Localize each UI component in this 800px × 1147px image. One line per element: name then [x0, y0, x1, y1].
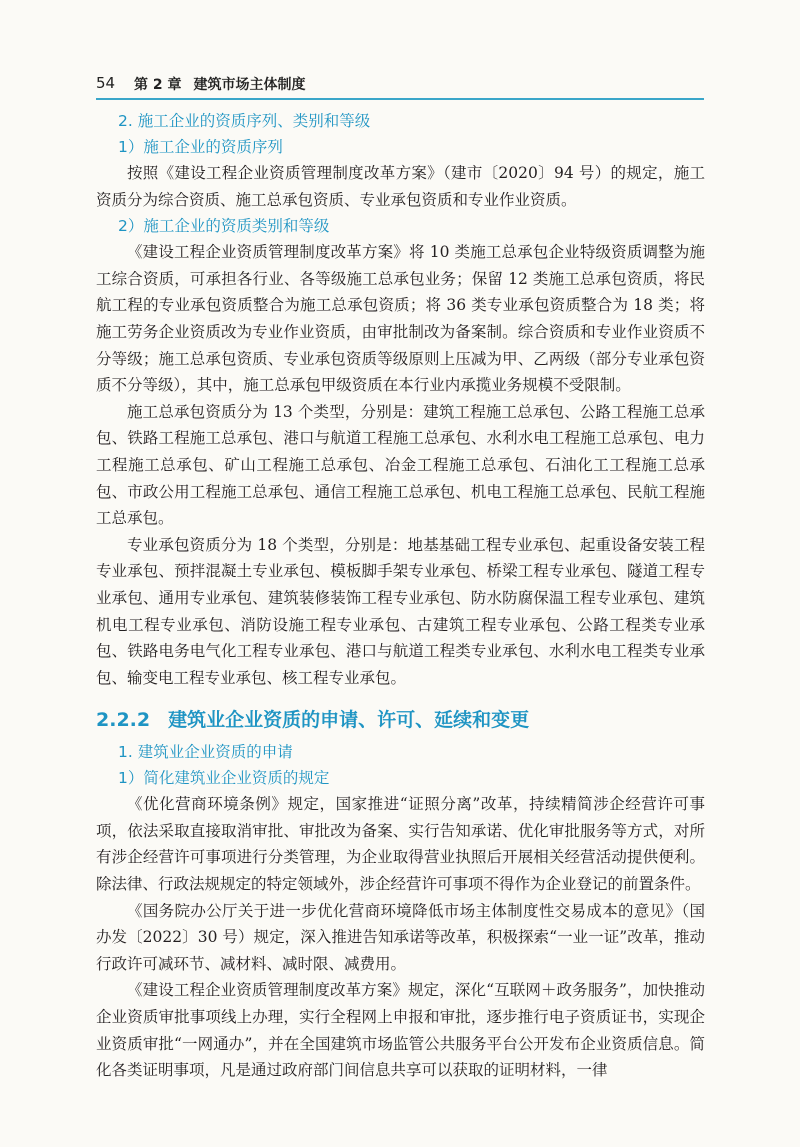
paragraph: 《建设工程企业资质管理制度改革方案》规定，深化“互联网＋政务服务”，加快推动企业资质审批事项线上办理，实行全程网上申报和审批，逐步推行电子资质证书，实现企业资质审批“一网通办”，并在全国建筑市场监管公共服务平台公开发布企业资质信息。简化各类证明事项，凡是通过政府部门间信息共享可以获取的证明材料，一律	[96, 981, 705, 1080]
paragraph: 《优化营商环境条例》规定，国家推进“证照分离”改革，持续精简涉企经营许可事项，依法采取直接取消审批、审批改为备案、实行告知承诺、优化审批服务等方式，对所有涉企经营许可事项进行分类管理，为企业取得营业执照后开展相关经营活动提供便利。除法律、行政法规规定的特定领域外，涉企经营许可事项不得作为企业登记的前置条件。	[96, 795, 705, 894]
paragraph: 《建设工程企业资质管理制度改革方案》将 10 类施工总承包企业特级资质调整为施工综合资质，可承担各行业、各等级施工总承包业务；保留 12 类施工总承包资质，将民航工程的专业承包资质整合为施工总承包资质；将 36 类专业承包资质整合为 18 类；将施工劳务企业资质改为专业作业资质，由审批制改为备案制。综合资质和专业作业资质不分等级；施工总承包资质、专业承包资质等级原则上压减为甲、乙两级（部分专业承包资质不分等级），其中，施工总承包甲级资质在本行业内承揽业务规模不受限制。	[96, 243, 705, 395]
subheading-application: 1. 建筑业企业资质的申请	[118, 743, 293, 762]
page-number: 54	[96, 74, 116, 92]
page-content	[96, 108, 705, 1084]
paragraph: 按照《建设工程企业资质管理制度改革方案》（建市〔2020〕94 号）的规定，施工资质分为综合资质、施工总承包资质、专业承包资质和专业作业资质。	[96, 164, 705, 209]
paragraph: 专业承包资质分为 18 个类型，分别是：地基基础工程专业承包、起重设备安装工程专业承包、预拌混凝土专业承包、模板脚手架专业承包、桥梁工程专业承包、隧道工程专业承包、通用专业承包、建筑装修装饰工程专业承包、防水防腐保温工程专业承包、建筑机电工程专业承包、消防设施工程专业承包、古建筑工程专业承包、公路工程类专业承包、铁路电务电气化工程专业承包、港口与航道工程类专业承包、水利水电工程类专业承包、输变电工程专业承包、核工程专业承包。	[96, 535, 705, 687]
paragraph: 施工总承包资质分为 13 个类型，分别是：建筑工程施工总承包、公路工程施工总承包、铁路工程施工总承包、港口与航道工程施工总承包、水利水电工程施工总承包、电力工程施工总承包、矿山工程施工总承包、冶金工程施工总承包、石油化工工程施工总承包、市政公用工程施工总承包、通信工程施工总承包、机电工程施工总承包、民航工程施工总承包。	[96, 402, 705, 528]
subheading-qualification-sequence: 2. 施工企业的资质序列、类别和等级	[118, 112, 371, 130]
chapter-label: 第 2 章	[134, 77, 182, 93]
section-heading-2-2-2	[96, 705, 705, 735]
chapter-heading	[134, 74, 318, 94]
subheading-simplify-rules: 1）简化建筑业企业资质的规定	[118, 769, 330, 788]
section-number: 2.2.2	[96, 709, 151, 732]
subheading-qualification-categories: 2）施工企业的资质类别和等级	[118, 217, 330, 236]
subheading-qualification-series: 1）施工企业的资质序列	[118, 138, 283, 156]
running-header	[96, 72, 704, 100]
paragraph: 《国务院办公厅关于进一步优化营商环境降低市场主体制度性交易成本的意见》（国办发〔2022〕30 号）规定，深入推进告知承诺等改革，积极探索“一业一证”改革，推动行政许可减环节、减材料、减时限、减费用。	[96, 901, 705, 973]
chapter-title: 建筑市场主体制度	[193, 77, 306, 93]
section-title: 建筑业企业资质的申请、许可、延续和变更	[168, 709, 530, 732]
